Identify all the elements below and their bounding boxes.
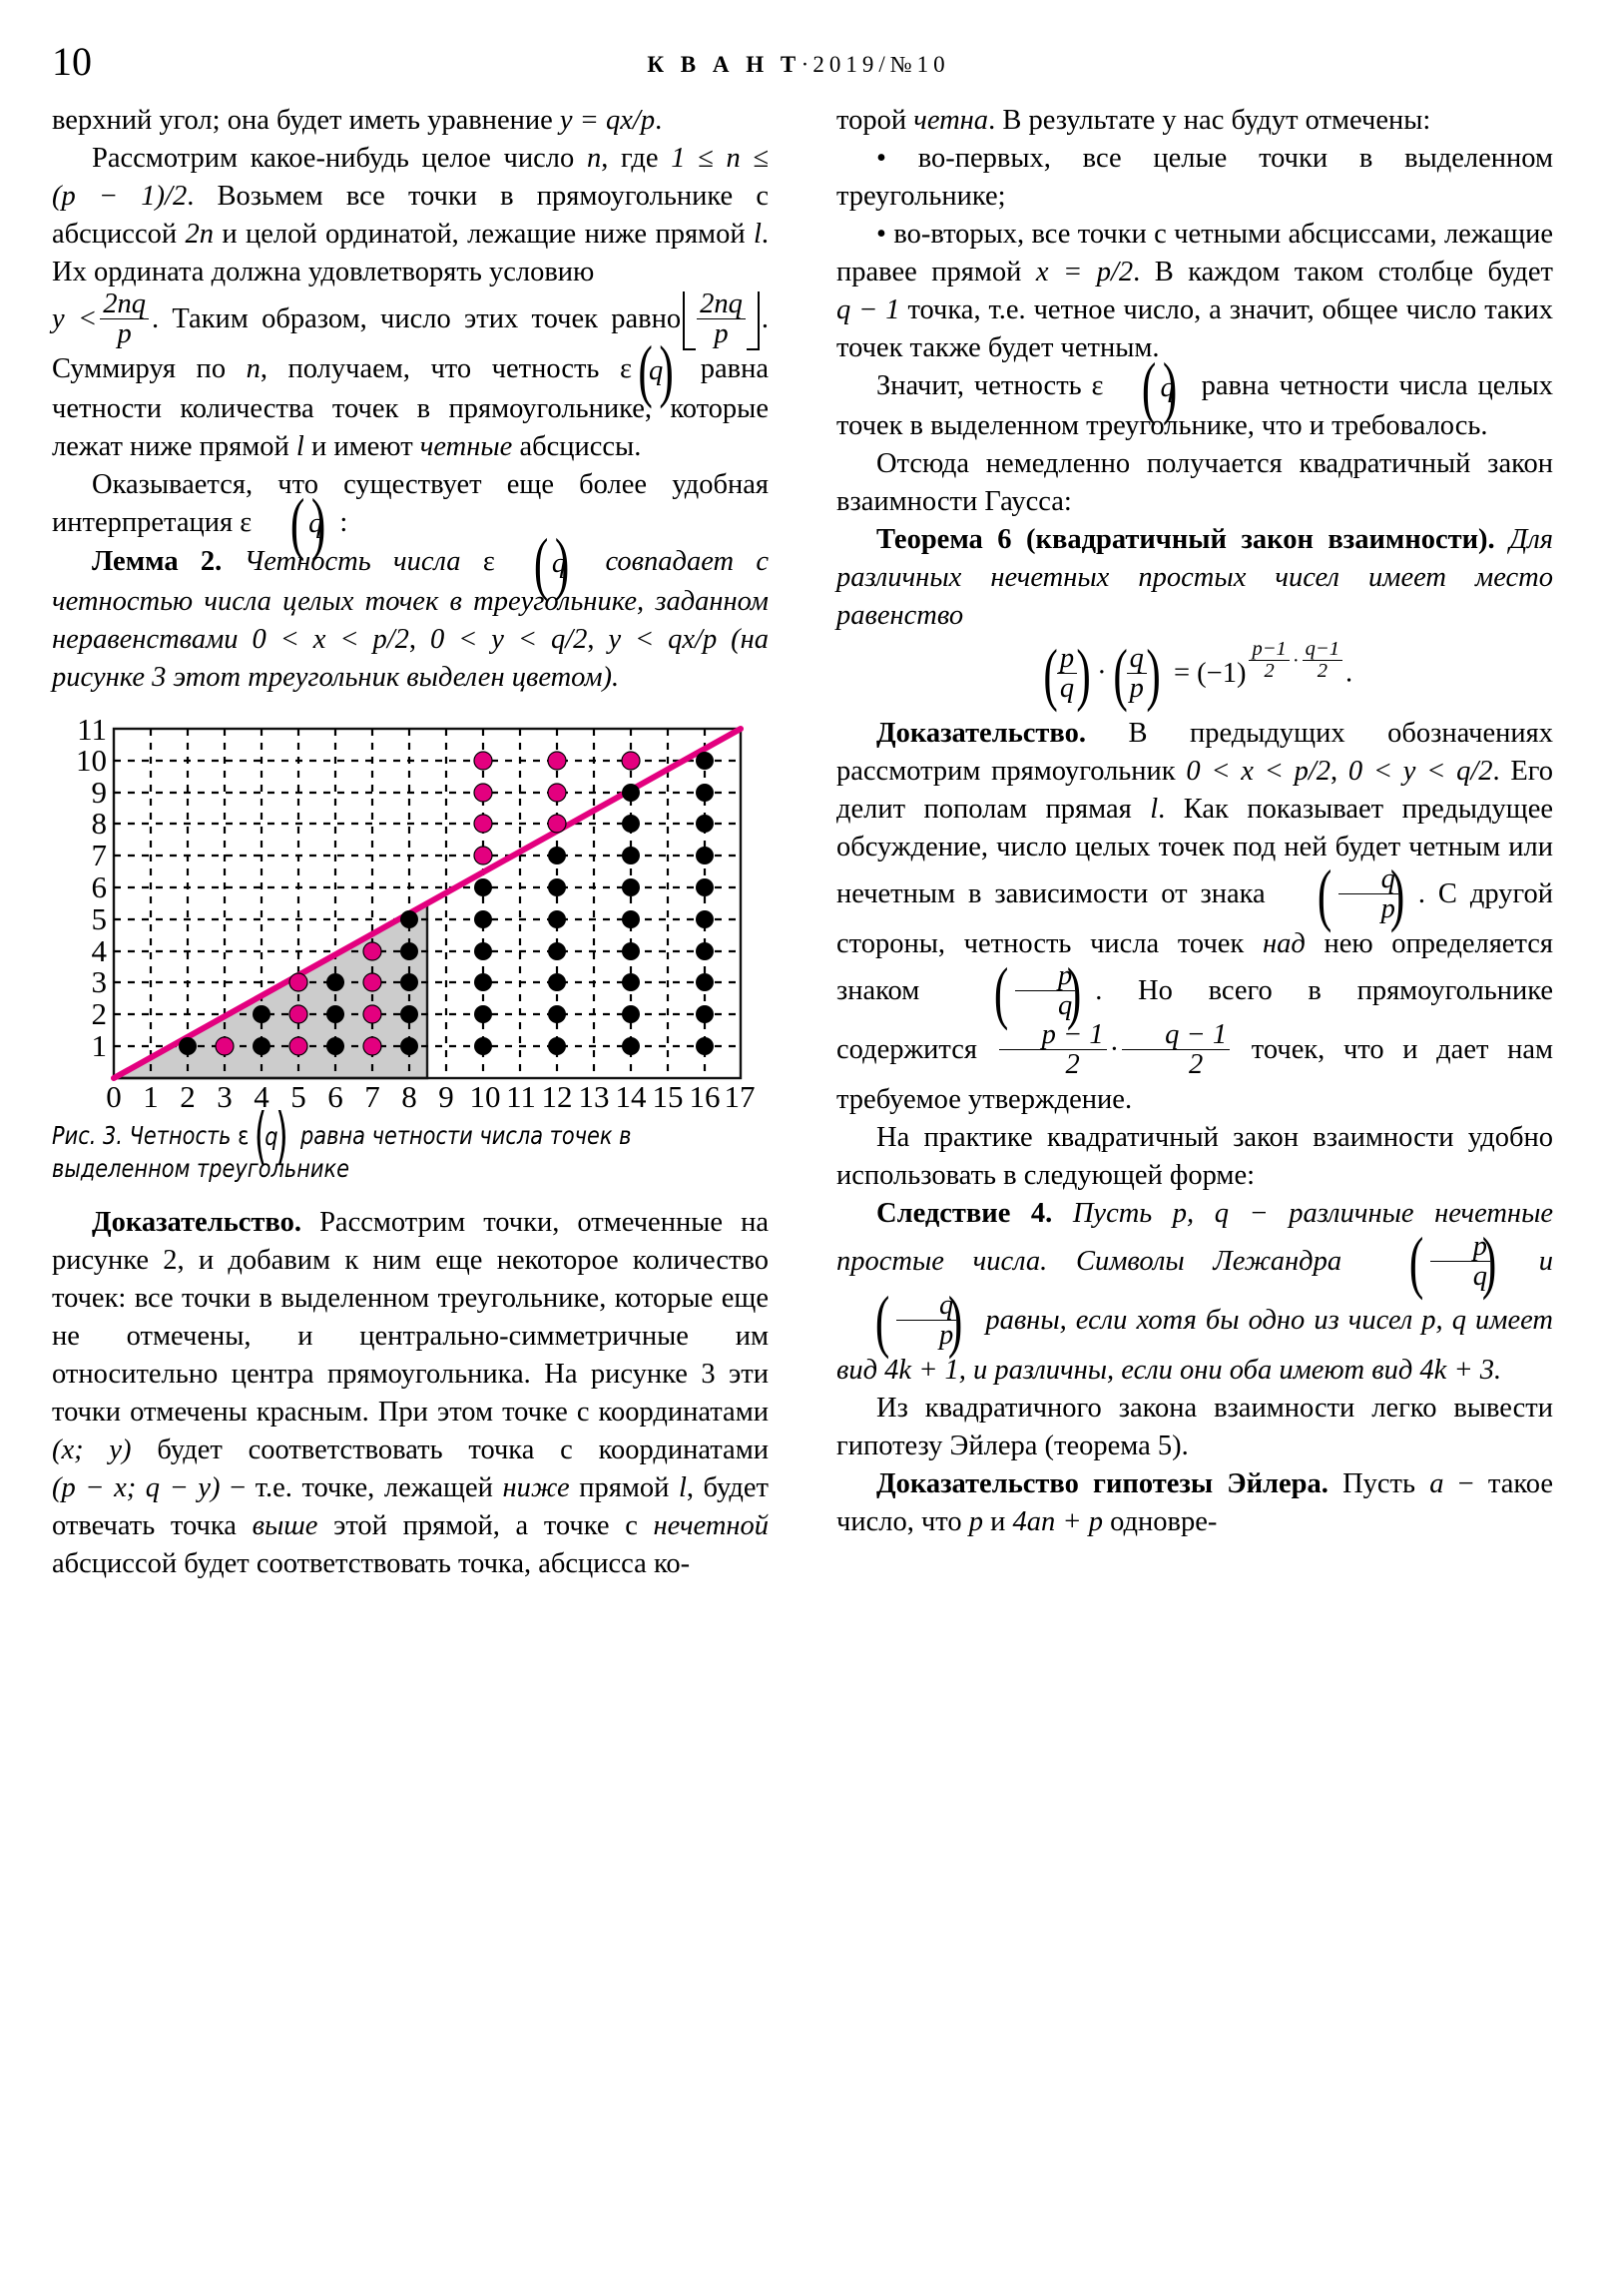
proof-paragraph-right [836,715,1553,1120]
text-run: и целой ординатой, лежащие ниже прямой [222,219,746,251]
corollary-4 [836,1195,1553,1389]
svg-text:5: 5 [290,1079,306,1111]
svg-text:0: 0 [106,1079,122,1111]
math-l: l [295,430,304,462]
text-run: Рассмотрим какое-нибудь целое число [92,143,575,175]
base-minus-one: (−1) [1197,657,1247,689]
math-q: q [648,354,664,386]
exponent-group [1246,638,1345,684]
period: . [1345,657,1353,689]
fraction-denominator: q [1430,1261,1490,1291]
x-axis-tick-labels [106,1079,755,1110]
y-axis-tick-labels [76,712,108,1063]
fraction-numerator: ( q [1129,642,1144,674]
math-q: q [265,1121,278,1151]
lemma-text: (на рисунке 3 этот треугольник выделен цветом). [52,623,770,693]
figure-3 [52,711,769,1186]
proof-paragraph-left [52,1204,769,1583]
math-epsilon: ε [240,506,253,538]
svg-text:13: 13 [578,1079,610,1111]
multiplication-dot: · [1109,1034,1120,1066]
fraction-denominator: 2 [999,1049,1107,1079]
figure-caption [52,1120,719,1186]
fraction [1303,639,1342,682]
text-run: точек, что и дает нам требуемое утверждение. [836,1034,1554,1116]
svg-text:10: 10 [469,1079,501,1111]
svg-text:1: 1 [143,1079,159,1111]
emphasis-below: ниже [502,1472,570,1504]
proof-label: Доказательство. [92,1206,301,1238]
lemma-text: совпадает с четностью числа целых точек в треугольнике, заданном неравенствами [52,546,770,655]
journal-title-line [647,52,949,78]
text-run: , получаем, что четность [260,353,600,385]
bullet-marker: • [876,143,886,175]
math-q: q [551,547,567,579]
svg-text:2: 2 [91,996,107,1032]
emphasis-even: четна [913,105,989,136]
paragraph-parity-conclusion [836,367,1553,445]
fraction-numerator: 2nq [103,288,146,320]
math-epsilon: ε [1091,370,1104,402]
equals-sign: = [1173,657,1191,689]
text-run: во-первых, все целые точки в выделенном треугольнике; [836,143,1553,213]
fraction-numerator: ( p [1472,1230,1488,1262]
text-run: Оказывается, что существует еще более удобная интерпретация [52,468,769,538]
math-p: p [968,1505,983,1537]
fraction-2nq-over-p [100,289,149,348]
lemma-2 [52,543,769,697]
text-run: − такое число, что [836,1467,1553,1537]
svg-text:1: 1 [91,1028,107,1064]
fraction-numerator: ( p [1058,960,1073,992]
fraction-numerator: q − 1 [1165,1019,1228,1051]
text-run: этой прямой, а точке с [333,1510,638,1542]
theorem-text: Для различных нечетных простых чисел имеет место равенство [836,523,1554,632]
theorem-6 [836,521,1553,635]
svg-text:15: 15 [652,1079,684,1111]
fraction-q-minus-1-over-2 [1122,1020,1230,1079]
paragraph-continued [52,102,769,140]
math-lemma-ineq-2: 0 < y < q/2 [429,623,588,655]
text-run: . В результате у нас будут отмечены: [988,105,1431,136]
text-run: абсциссой будет соответствовать точка, абсцисса ко- [52,1548,691,1580]
paren-group [250,1121,292,1154]
svg-text:9: 9 [438,1079,454,1111]
bullet-item-2 [836,216,1553,367]
text-run: Четность [129,1121,232,1151]
math-2n: 2n [185,219,214,251]
math-inequality-left: 1 ≤ n ≤ [671,143,770,175]
text-run: нею определяется знаком [836,928,1554,1007]
svg-text:8: 8 [91,806,107,842]
fraction-denominator: p [697,318,746,348]
svg-text:5: 5 [91,901,107,937]
text-run: . Их ордината должна удовлетворять условию [52,219,770,288]
math-coordinates-pxqy: (p − x; q − y) [52,1472,221,1504]
text-run: точка, т.е. четное число, а значит, общее число таких точек также будет четным. [836,294,1553,364]
emphasis-even: четные [419,430,513,462]
corollary-text: равны, если хотя бы одно из чисел p, q имеет вид 4k + 1, и различны, если они оба имеют вид 4k + 3. [836,1304,1553,1386]
svg-text:4: 4 [254,1079,269,1111]
svg-text:3: 3 [91,964,107,1000]
text-run: прямой [579,1472,670,1504]
math-l: l [1150,793,1159,825]
math-epsilon: ε [619,353,632,385]
paren-group [1104,369,1190,407]
math-lemma-ineq-3: y < qx/p [608,623,718,655]
svg-text:3: 3 [217,1079,233,1111]
fraction-numerator: ( q [939,1289,954,1321]
text-run: верхний угол; она будет иметь уравнение [52,105,553,136]
running-head [52,38,1545,96]
text-run: , [587,623,595,655]
text-run: во-вторых, все точки с четными абсциссами, лежащие правее прямой [836,219,1553,288]
svg-text:6: 6 [327,1079,343,1111]
legendre-symbol-q-p [1108,642,1166,705]
text-run: одновре- [1110,1505,1218,1537]
text-run: будет соответствовать точка с координатами [157,1435,769,1466]
math-epsilon: ε [238,1121,250,1151]
left-column [52,102,769,1583]
fraction-numerator: ( p [1059,642,1075,674]
text-run: . Суммируя по [52,303,769,385]
math-l: l [678,1472,687,1504]
lemma-label: Лемма 2. [92,546,223,578]
text-run: Пусть [1342,1467,1415,1499]
text-run: торой [836,105,907,136]
svg-text:2: 2 [180,1079,196,1111]
text-run: , будет отвечать точка [52,1472,770,1542]
math-lemma-ineq-1: 0 < x < p/2 [252,623,409,655]
text-run: В предыдущих обозначениях рассмотрим прямоугольник [836,717,1553,787]
journal-name: К В А Н Т [647,52,801,77]
svg-text:17: 17 [724,1079,756,1111]
figure-number: Рис. 3. [52,1121,123,1151]
paren-group [633,352,679,390]
conjunction: и [1538,1245,1553,1277]
text-run: . В каждом таком столбце будет [1133,257,1553,288]
paren-group [253,505,338,543]
multiplication-dot: · [1097,657,1107,689]
fraction-denominator: 2 [1249,660,1289,682]
fraction [1430,1232,1490,1291]
svg-text:4: 4 [91,933,107,969]
text-run: . Возьмем все точки в прямоугольнике с абсциссой [52,181,769,251]
corollary-text: Пусть p, q − различные нечетные простые числа. Символы Лежандра [836,1198,1554,1277]
text-run: , [1331,755,1338,787]
two-column-body [52,102,1554,1583]
fraction-inside-floor [697,289,746,348]
lemma-text: Четность числа [244,546,461,578]
fraction [1127,644,1147,703]
svg-text:11: 11 [506,1079,536,1111]
fraction [1057,644,1077,703]
text-run: . Его делит пополам прямая [836,755,1554,825]
emphasis-odd: нечетной [653,1510,770,1542]
math-rect-ineq-2: 0 < y < q/2 [1347,755,1493,787]
legendre-symbol-q-p [1280,862,1417,925]
paragraph-continued-right [836,102,1553,140]
legendre-symbol-q-p [837,1289,975,1352]
text-run: , [408,623,417,655]
paragraph-interpretation [52,466,769,544]
fraction-p-minus-1-over-2 [999,1020,1107,1079]
math-epsilon: ε [482,546,495,578]
svg-text:6: 6 [91,869,107,905]
power-of-minus-one [1197,638,1345,689]
text-run: Значит, четность [876,370,1082,402]
fraction [1015,961,1075,1020]
fraction-denominator: q [1015,990,1075,1020]
math-q-minus-1: q − 1 [836,294,900,326]
text-run: абсциссы. [519,430,642,462]
corollary-label: Следствие 4. [876,1198,1053,1230]
math-x-equals-p-over-2: x = p/2 [1035,257,1134,288]
svg-text:7: 7 [91,838,107,873]
inline-formula-y-qx-p: y = qx/p [559,105,656,136]
legendre-symbol-p-q [1038,642,1096,705]
text-run: . С другой стороны, четность числа точек [836,878,1553,960]
legendre-symbol-p-q [956,960,1094,1022]
text-run: − т.е. точке, лежащей [230,1472,493,1504]
text-run: равна четности числа целых точек в выделенном треугольнике, что и требовалось. [836,370,1553,441]
fraction-numerator: q−1 [1305,638,1340,661]
math-coordinates-xy: (x; y) [52,1435,132,1466]
fraction-numerator: p−1 [1252,638,1287,661]
paragraph-floor-formula [52,288,770,466]
fraction [1249,639,1289,682]
reciprocity-formula [836,638,1553,705]
bullet-item-1 [836,140,1553,216]
text-run: равна четности числа точек в выделенном треугольнике [52,1121,632,1184]
emphasis-over: над [1262,928,1306,960]
euler-proof-label: Доказательство гипотезы Эйлера. [876,1467,1329,1499]
fraction-denominator: 2 [1303,660,1342,682]
svg-text:11: 11 [77,712,107,748]
fraction [1338,864,1398,923]
svg-text:9: 9 [91,775,107,811]
fraction-denominator: p [1338,893,1398,923]
fraction-denominator: p [1127,673,1147,703]
paragraph-euler-derive: Из квадратичного закона взаимности легко вывести гипотезу Эйлера (теорема 5). [836,1392,1553,1461]
theorem-label: Теорема 6 (квадратичный закон взаимности). [876,523,1495,555]
text-run: . [655,105,663,136]
paragraph-practice: На практике квадратичный закон взаимности удобно использовать в следующей форме: [836,1122,1553,1192]
text-run: : [339,506,348,538]
bullet-marker: • [876,219,886,251]
proof-label: Доказательство. [876,717,1086,749]
euler-proof-paragraph [836,1465,1553,1541]
issue-number: 2019/№10 [812,52,950,77]
right-column [836,102,1553,1583]
fraction-denominator: p [896,1320,956,1350]
text-run: равна четности количества точек в прямоугольнике, которые лежат ниже прямой [52,353,770,462]
svg-text:8: 8 [401,1079,417,1111]
math-n: n [246,353,261,385]
text-run: . Как показывает предыдущее обсуждение, число целых точек под ней будет четным или нечетным в зависимости от знака [836,793,1554,910]
text-run: Рассмотрим точки, отмеченные на рисунке 2, и добавим к ним еще некоторое количество точек: все точки в выделенном треугольнике, которые еще не отмечены, и центрально-симметричные им относительно центра прямоугольника. На рисунке 3 эти точки отмечены красным. При этом точке с координатами [52,1206,769,1429]
math-inequality-right: (p − 1)/2 [52,181,188,213]
fraction-denominator: q [1057,673,1077,703]
lattice-point-plot [52,711,769,1110]
svg-text:14: 14 [615,1079,647,1111]
text-run: . Но всего в прямоугольнике содержится [836,975,1553,1066]
math-4an-plus-p: 4an + p [1012,1505,1103,1537]
paragraph-gauss-intro: Отсюда немедленно получается квадратичный закон взаимности Гаусса: [836,447,1553,517]
text-run: . Таким образом, число этих точек равно [151,303,682,335]
math-n: n [586,143,602,175]
paren-group [496,545,582,583]
math-y-less: y < [52,303,98,335]
fraction-denominator: p [100,318,149,348]
emphasis-above: выше [252,1510,318,1542]
math-a: a [1429,1467,1444,1499]
fraction-denominator: 2 [1122,1049,1230,1079]
math-q: q [1160,371,1175,403]
text-run: и имеют [310,430,413,462]
svg-text:7: 7 [364,1079,380,1111]
svg-text:12: 12 [541,1079,573,1111]
svg-text:16: 16 [689,1079,721,1111]
fraction-numerator: 2nq [700,288,743,320]
paragraph-consider-n [52,140,769,291]
fraction [896,1291,956,1350]
fraction-numerator: ( q [1380,862,1395,894]
page-number: 10 [52,39,92,84]
multiplication-dot: · [1292,650,1300,673]
text-run: и [990,1505,1006,1537]
math-l: l [753,219,762,251]
svg-text:10: 10 [76,743,107,779]
header-separator: · [800,52,813,77]
legendre-symbol-p-q [1371,1230,1509,1293]
floor-bracket-2nq-over-p [683,288,760,350]
math-rect-ineq-1: 0 < x < p/2 [1186,755,1331,787]
text-run: , где [601,143,659,175]
fraction-numerator: p − 1 [1041,1019,1104,1051]
math-q: q [308,508,323,540]
